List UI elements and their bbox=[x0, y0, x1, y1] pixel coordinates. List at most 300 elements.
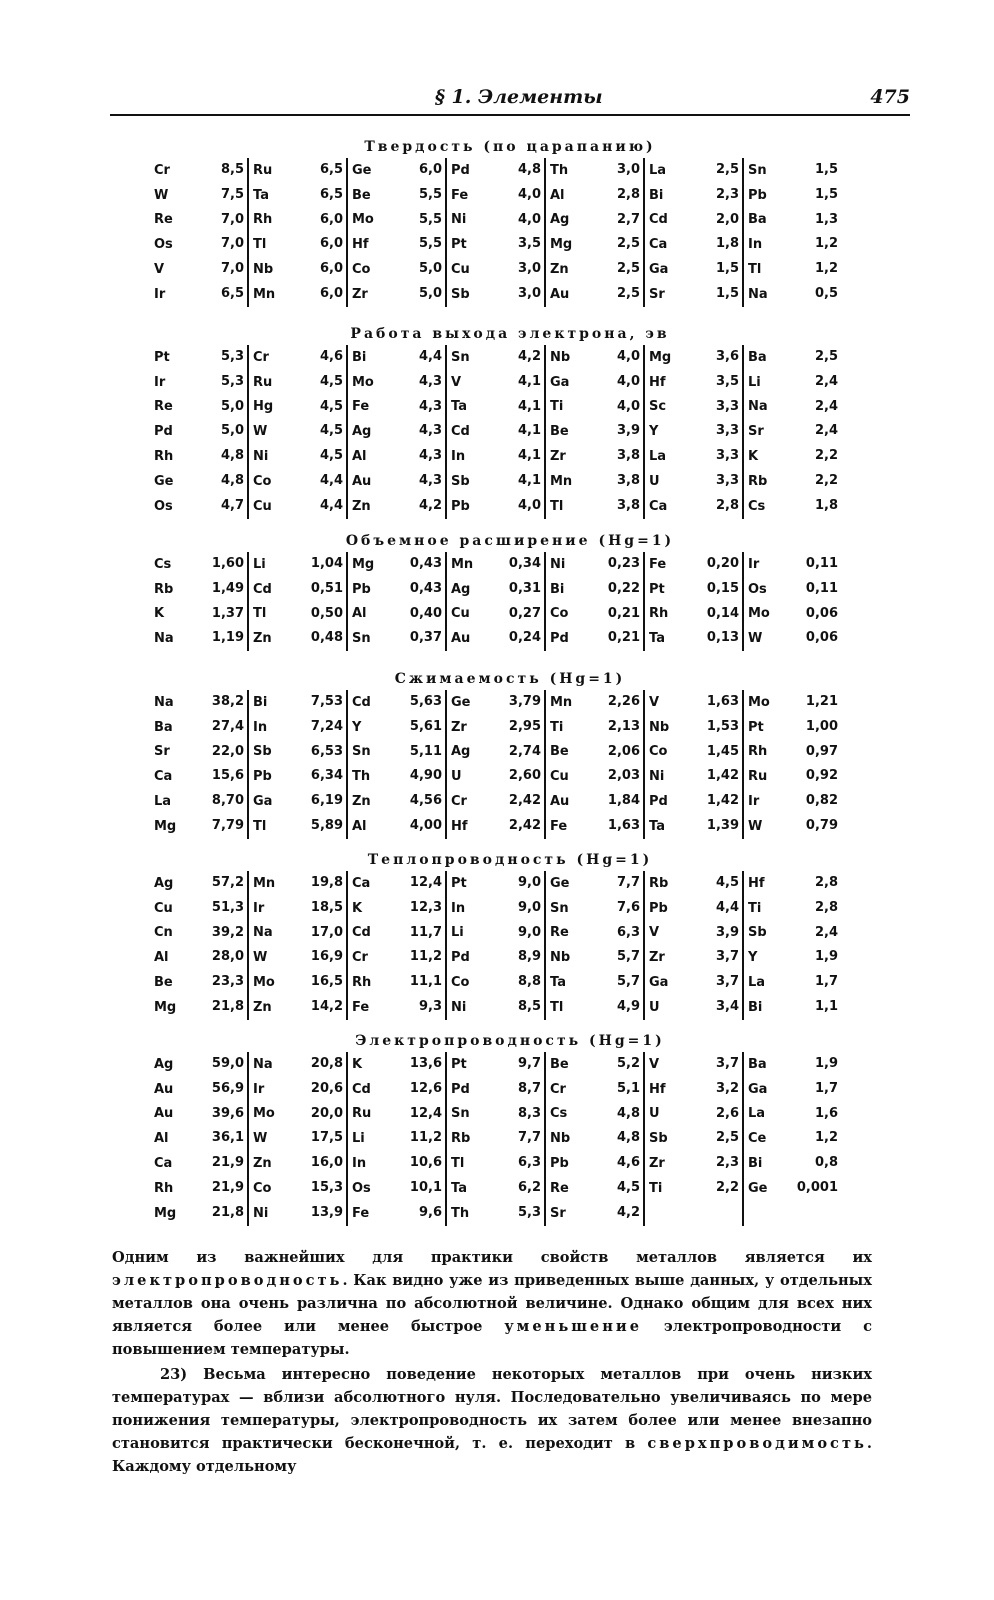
property-value: 12,4 bbox=[409, 1105, 442, 1121]
table-row bbox=[645, 995, 742, 1020]
table-row bbox=[546, 345, 643, 370]
element-symbol: Rh bbox=[352, 975, 372, 991]
element-symbol: Ni bbox=[253, 1205, 269, 1221]
element-symbol: Cd bbox=[352, 694, 371, 710]
section-title: Работа выхода электрона, эв bbox=[350, 326, 670, 342]
element-symbol: Nb bbox=[253, 262, 274, 278]
element-symbol: Zr bbox=[451, 719, 467, 735]
element-symbol: Sr bbox=[748, 424, 764, 440]
element-symbol: Sn bbox=[352, 631, 371, 647]
table-row bbox=[150, 789, 247, 814]
property-value: 4,0 bbox=[616, 398, 640, 414]
property-value: 1,42 bbox=[706, 768, 739, 784]
element-symbol: La bbox=[649, 449, 667, 465]
table-column-group bbox=[150, 1052, 247, 1226]
property-value: 56,9 bbox=[211, 1080, 244, 1096]
property-value: 2,2 bbox=[715, 1179, 739, 1195]
property-value: 59,0 bbox=[211, 1056, 244, 1071]
table-column-group bbox=[346, 1052, 445, 1226]
element-symbol: Al bbox=[352, 449, 367, 465]
element-symbol: Ni bbox=[550, 556, 566, 572]
table-row bbox=[150, 995, 247, 1020]
table-row bbox=[447, 814, 544, 839]
element-symbol: K bbox=[154, 606, 165, 622]
element-symbol: Pt bbox=[649, 581, 665, 597]
table-row bbox=[744, 257, 841, 282]
property-value: 1,7 bbox=[814, 1080, 838, 1096]
property-value: 3,0 bbox=[517, 285, 541, 301]
table-row bbox=[150, 183, 247, 208]
property-value: 14,2 bbox=[310, 998, 343, 1014]
property-value: 4,8 bbox=[616, 1130, 640, 1146]
table-row bbox=[744, 345, 841, 370]
property-value: 0,11 bbox=[805, 556, 838, 571]
table-row bbox=[150, 602, 247, 627]
property-value: 16,9 bbox=[310, 949, 343, 965]
property-value: 1,8 bbox=[814, 497, 838, 513]
property-value: 9,7 bbox=[517, 1056, 541, 1071]
property-value: 18,5 bbox=[310, 899, 343, 915]
property-value: 2,42 bbox=[508, 817, 541, 833]
property-value: 11,7 bbox=[409, 924, 442, 940]
element-symbol: Cr bbox=[154, 162, 170, 178]
property-value: 4,4 bbox=[715, 899, 739, 915]
table-row bbox=[348, 1176, 445, 1201]
page-header bbox=[110, 82, 910, 116]
section-title: Электропроводность (Hg=1) bbox=[355, 1033, 665, 1049]
property-value: 21,9 bbox=[211, 1155, 244, 1171]
property-value: 5,7 bbox=[616, 949, 640, 965]
element-symbol: Al bbox=[550, 187, 565, 203]
table-row bbox=[150, 764, 247, 789]
table-row bbox=[645, 395, 742, 420]
property-value: 0,27 bbox=[508, 605, 541, 621]
property-value: 8,5 bbox=[220, 162, 244, 177]
table-row bbox=[249, 1102, 346, 1127]
property-value: 4,7 bbox=[220, 497, 244, 513]
table-row bbox=[348, 715, 445, 740]
property-value: 1,19 bbox=[211, 630, 244, 646]
table-row bbox=[546, 444, 643, 469]
table-row bbox=[546, 995, 643, 1020]
element-symbol: Ge bbox=[352, 162, 372, 178]
property-value: 1,63 bbox=[607, 817, 640, 833]
element-symbol: Au bbox=[352, 473, 372, 489]
property-value: 4,5 bbox=[319, 448, 343, 464]
property-value: 5,63 bbox=[409, 694, 442, 709]
element-symbol: Na bbox=[748, 399, 768, 415]
property-value: 10,1 bbox=[409, 1179, 442, 1195]
element-symbol: Au bbox=[451, 631, 471, 647]
property-value: 23,3 bbox=[211, 974, 244, 990]
table-row bbox=[447, 444, 544, 469]
element-symbol: Mo bbox=[748, 606, 770, 622]
element-symbol: K bbox=[352, 900, 363, 916]
table-row bbox=[150, 419, 247, 444]
element-symbol: Pb bbox=[451, 498, 470, 514]
element-symbol: Os bbox=[154, 237, 173, 253]
table-row bbox=[744, 896, 841, 921]
table-row bbox=[447, 789, 544, 814]
table-row bbox=[447, 282, 544, 307]
table-row bbox=[249, 257, 346, 282]
table-row bbox=[744, 208, 841, 233]
table-row bbox=[546, 764, 643, 789]
table-row bbox=[546, 395, 643, 420]
property-value: 12,4 bbox=[409, 875, 442, 890]
element-symbol: Ti bbox=[748, 900, 762, 916]
property-value: 4,90 bbox=[409, 768, 442, 784]
element-symbol: Co bbox=[253, 473, 272, 489]
table-row bbox=[645, 444, 742, 469]
property-value: 3,79 bbox=[508, 694, 541, 709]
property-value: 5,5 bbox=[418, 211, 442, 227]
element-symbol: Bi bbox=[253, 694, 268, 710]
body-text bbox=[112, 1246, 872, 1478]
property-value: 4,6 bbox=[616, 1155, 640, 1171]
table-row bbox=[645, 183, 742, 208]
table-row bbox=[546, 626, 643, 651]
element-symbol: Re bbox=[154, 212, 173, 228]
property-value: 4,2 bbox=[517, 349, 541, 364]
property-value: 22,0 bbox=[211, 743, 244, 759]
element-symbol: Bi bbox=[550, 581, 565, 597]
element-symbol: Au bbox=[550, 286, 570, 302]
property-value: 51,3 bbox=[211, 899, 244, 915]
element-symbol: Pd bbox=[649, 794, 668, 810]
property-value: 7,5 bbox=[220, 186, 244, 202]
element-symbol: Th bbox=[451, 1205, 470, 1221]
property-value: 0,97 bbox=[805, 743, 838, 759]
property-value: 2,3 bbox=[715, 186, 739, 202]
property-value: 7,24 bbox=[310, 718, 343, 734]
property-value: 0,31 bbox=[508, 580, 541, 596]
element-symbol: Rh bbox=[154, 449, 174, 465]
table-row bbox=[744, 232, 841, 257]
table-row bbox=[150, 282, 247, 307]
property-value: 5,0 bbox=[220, 398, 244, 414]
element-symbol: Bi bbox=[649, 187, 664, 203]
element-symbol: W bbox=[748, 818, 763, 834]
element-symbol: Sb bbox=[253, 744, 272, 760]
element-symbol: Fe bbox=[352, 999, 370, 1015]
table-row bbox=[744, 715, 841, 740]
table-row bbox=[744, 995, 841, 1020]
table-row bbox=[150, 970, 247, 995]
element-symbol: V bbox=[154, 262, 165, 278]
table-row bbox=[645, 370, 742, 395]
element-symbol: Ge bbox=[451, 694, 471, 710]
property-value: 0,50 bbox=[310, 605, 343, 621]
table-row bbox=[546, 552, 643, 577]
element-symbol: Rb bbox=[649, 875, 669, 891]
element-symbol: Cu bbox=[550, 769, 569, 785]
element-symbol: Ga bbox=[550, 374, 570, 390]
table-row bbox=[546, 469, 643, 494]
property-value: 39,2 bbox=[211, 924, 244, 940]
property-value: 8,5 bbox=[517, 998, 541, 1014]
element-symbol: La bbox=[649, 162, 667, 178]
property-value: 5,5 bbox=[418, 236, 442, 252]
table-row bbox=[348, 626, 445, 651]
property-value: 4,0 bbox=[616, 349, 640, 364]
element-symbol: Pd bbox=[154, 424, 173, 440]
element-symbol: Os bbox=[748, 581, 767, 597]
table-section bbox=[150, 136, 870, 307]
emphasis-term: уменьшение bbox=[504, 1318, 642, 1335]
element-symbol: Ta bbox=[550, 975, 566, 991]
element-symbol: Ag bbox=[154, 875, 174, 891]
table-row bbox=[348, 444, 445, 469]
element-symbol: Ru bbox=[253, 162, 273, 178]
element-symbol: Na bbox=[154, 631, 174, 647]
table-row bbox=[150, 208, 247, 233]
property-value: 1,5 bbox=[715, 261, 739, 277]
property-value: 7,79 bbox=[211, 817, 244, 833]
table-row bbox=[150, 370, 247, 395]
table-row bbox=[447, 715, 544, 740]
table-row bbox=[447, 602, 544, 627]
header-rule bbox=[110, 114, 910, 116]
table-column-group bbox=[544, 158, 643, 307]
property-value: 5,0 bbox=[418, 261, 442, 277]
table-row bbox=[348, 370, 445, 395]
property-value: 4,8 bbox=[616, 1105, 640, 1121]
property-value: 57,2 bbox=[211, 875, 244, 890]
property-value: 2,5 bbox=[616, 285, 640, 301]
table-row bbox=[447, 257, 544, 282]
table-row bbox=[447, 626, 544, 651]
element-symbol: Hf bbox=[352, 237, 369, 253]
property-value: 6,3 bbox=[517, 1155, 541, 1171]
table-row bbox=[249, 602, 346, 627]
element-symbol: Sn bbox=[352, 744, 371, 760]
element-symbol: Cd bbox=[649, 212, 668, 228]
table-row bbox=[546, 1176, 643, 1201]
table-row bbox=[150, 921, 247, 946]
property-value: 4,1 bbox=[517, 472, 541, 488]
table-row bbox=[546, 1077, 643, 1102]
table-row bbox=[645, 577, 742, 602]
emphasis-term: электропроводность bbox=[112, 1272, 343, 1289]
table-row bbox=[447, 1176, 544, 1201]
property-value: 20,6 bbox=[310, 1080, 343, 1096]
table-row bbox=[150, 444, 247, 469]
property-value: 4,2 bbox=[616, 1204, 640, 1220]
table-row bbox=[348, 494, 445, 519]
element-symbol: Mn bbox=[550, 473, 573, 489]
table-row bbox=[546, 871, 643, 896]
property-value: 5,3 bbox=[220, 349, 244, 364]
table-column-group bbox=[643, 158, 742, 307]
table-row bbox=[744, 183, 841, 208]
property-value: 0,23 bbox=[607, 556, 640, 571]
element-symbol: Ge bbox=[154, 473, 174, 489]
section-title: Твердость (по царапанию) bbox=[364, 139, 656, 155]
table-column-group bbox=[742, 1052, 841, 1226]
property-value: 2,5 bbox=[715, 1130, 739, 1146]
element-symbol: Zr bbox=[352, 286, 368, 302]
element-symbol: Pb bbox=[649, 900, 668, 916]
property-value: 4,3 bbox=[418, 373, 442, 389]
property-value: 6,0 bbox=[319, 236, 343, 252]
table-row bbox=[645, 552, 742, 577]
element-symbol: Ag bbox=[550, 212, 570, 228]
property-value: 2,95 bbox=[508, 718, 541, 734]
property-value: 2,74 bbox=[508, 743, 541, 759]
property-value: 1,63 bbox=[706, 694, 739, 709]
table-row bbox=[249, 1052, 346, 1077]
table-row bbox=[744, 1151, 841, 1176]
table-row bbox=[249, 370, 346, 395]
property-value: 8,8 bbox=[517, 974, 541, 990]
table-row bbox=[348, 602, 445, 627]
property-value: 9,6 bbox=[418, 1204, 442, 1220]
element-symbol: Tl bbox=[253, 237, 267, 253]
property-value: 4,3 bbox=[418, 448, 442, 464]
element-symbol: Ca bbox=[352, 875, 371, 891]
table-row bbox=[249, 577, 346, 602]
table-row bbox=[249, 1201, 346, 1226]
table-row bbox=[645, 602, 742, 627]
property-value: 5,1 bbox=[616, 1080, 640, 1096]
property-value: 1,60 bbox=[211, 556, 244, 571]
table-row bbox=[447, 1102, 544, 1127]
element-symbol: Ca bbox=[154, 1156, 173, 1172]
property-value: 3,3 bbox=[715, 472, 739, 488]
element-symbol: Ru bbox=[253, 374, 273, 390]
element-symbol: Th bbox=[550, 162, 569, 178]
element-symbol: Ag bbox=[154, 1056, 174, 1072]
table-row bbox=[348, 1201, 445, 1226]
element-symbol: Rh bbox=[748, 744, 768, 760]
property-value: 19,8 bbox=[310, 875, 343, 890]
property-value: 1,8 bbox=[715, 236, 739, 252]
property-value: 2,5 bbox=[814, 349, 838, 364]
table-row bbox=[744, 740, 841, 765]
table-row bbox=[645, 158, 742, 183]
property-value: 4,3 bbox=[418, 423, 442, 439]
property-value: 1,04 bbox=[310, 556, 343, 571]
table-row bbox=[348, 740, 445, 765]
property-value: 0,22 bbox=[607, 580, 640, 596]
property-value: 6,3 bbox=[616, 924, 640, 940]
element-symbol: V bbox=[451, 374, 462, 390]
property-value: 0,06 bbox=[805, 605, 838, 621]
property-value: 3,8 bbox=[616, 472, 640, 488]
table-row bbox=[249, 1126, 346, 1151]
property-value: 1,6 bbox=[814, 1105, 838, 1121]
table-column-group bbox=[445, 345, 544, 519]
table-row bbox=[249, 1077, 346, 1102]
table-row bbox=[348, 896, 445, 921]
element-symbol: La bbox=[748, 1106, 766, 1122]
table-row bbox=[447, 419, 544, 444]
table-row bbox=[546, 577, 643, 602]
element-symbol: Hf bbox=[649, 1081, 666, 1097]
property-value: 9,0 bbox=[517, 875, 541, 890]
table-column-group bbox=[346, 345, 445, 519]
element-symbol: Sn bbox=[451, 349, 470, 365]
element-symbol: Mo bbox=[253, 975, 275, 991]
table-row bbox=[744, 1077, 841, 1102]
table-row bbox=[744, 1176, 841, 1201]
element-symbol: Cu bbox=[451, 262, 470, 278]
property-value: 0,79 bbox=[805, 817, 838, 833]
property-value: 11,2 bbox=[409, 1130, 442, 1146]
property-value: 1,49 bbox=[211, 580, 244, 596]
element-symbol: Sc bbox=[649, 399, 667, 415]
element-symbol: Zn bbox=[253, 631, 272, 647]
table-row bbox=[150, 715, 247, 740]
table-row bbox=[348, 789, 445, 814]
table-row bbox=[348, 552, 445, 577]
element-symbol: Pd bbox=[451, 1081, 470, 1097]
element-symbol: Mo bbox=[253, 1106, 275, 1122]
element-symbol: W bbox=[748, 631, 763, 647]
element-symbol: Pt bbox=[451, 875, 467, 891]
element-symbol: Y bbox=[748, 950, 758, 966]
property-value: 20,0 bbox=[310, 1105, 343, 1121]
element-symbol: Ir bbox=[748, 556, 760, 572]
table-grid bbox=[150, 1052, 870, 1226]
property-value: 4,6 bbox=[319, 349, 343, 364]
property-value: 5,11 bbox=[409, 743, 442, 759]
property-value: 1,21 bbox=[805, 694, 838, 709]
table-row bbox=[249, 232, 346, 257]
table-row bbox=[447, 395, 544, 420]
table-row bbox=[645, 789, 742, 814]
element-symbol: Be bbox=[154, 975, 173, 991]
table-row bbox=[546, 740, 643, 765]
property-value: 0,40 bbox=[409, 605, 442, 621]
property-value: 12,6 bbox=[409, 1080, 442, 1096]
element-symbol: U bbox=[451, 769, 462, 785]
property-value: 1,53 bbox=[706, 718, 739, 734]
property-value: 4,0 bbox=[517, 211, 541, 227]
property-value: 4,5 bbox=[319, 373, 343, 389]
table-row bbox=[348, 469, 445, 494]
element-symbol: V bbox=[649, 694, 660, 710]
table-row bbox=[447, 183, 544, 208]
element-symbol: Pb bbox=[748, 187, 767, 203]
element-symbol: Co bbox=[253, 1180, 272, 1196]
property-value: 2,5 bbox=[616, 261, 640, 277]
element-symbol: Ir bbox=[748, 794, 760, 810]
element-symbol: Tl bbox=[748, 262, 762, 278]
element-symbol: Al bbox=[352, 606, 367, 622]
property-value: 7,53 bbox=[310, 694, 343, 709]
table-row bbox=[645, 257, 742, 282]
property-value: 2,4 bbox=[814, 373, 838, 389]
element-symbol: Cu bbox=[451, 606, 470, 622]
table-row bbox=[249, 345, 346, 370]
element-symbol: Fe bbox=[550, 818, 568, 834]
property-value: 7,0 bbox=[220, 211, 244, 227]
property-value: 8,7 bbox=[517, 1080, 541, 1096]
element-symbol: Cd bbox=[352, 925, 371, 941]
property-value: 3,0 bbox=[517, 261, 541, 277]
element-symbol: Li bbox=[451, 925, 464, 941]
table-row bbox=[645, 1077, 742, 1102]
table-column-group bbox=[445, 1052, 544, 1226]
property-value: 4,00 bbox=[409, 817, 442, 833]
property-value: 5,0 bbox=[220, 423, 244, 439]
element-symbol: Os bbox=[154, 498, 173, 514]
property-value: 3,8 bbox=[616, 497, 640, 513]
table-row bbox=[645, 232, 742, 257]
table-row bbox=[150, 395, 247, 420]
